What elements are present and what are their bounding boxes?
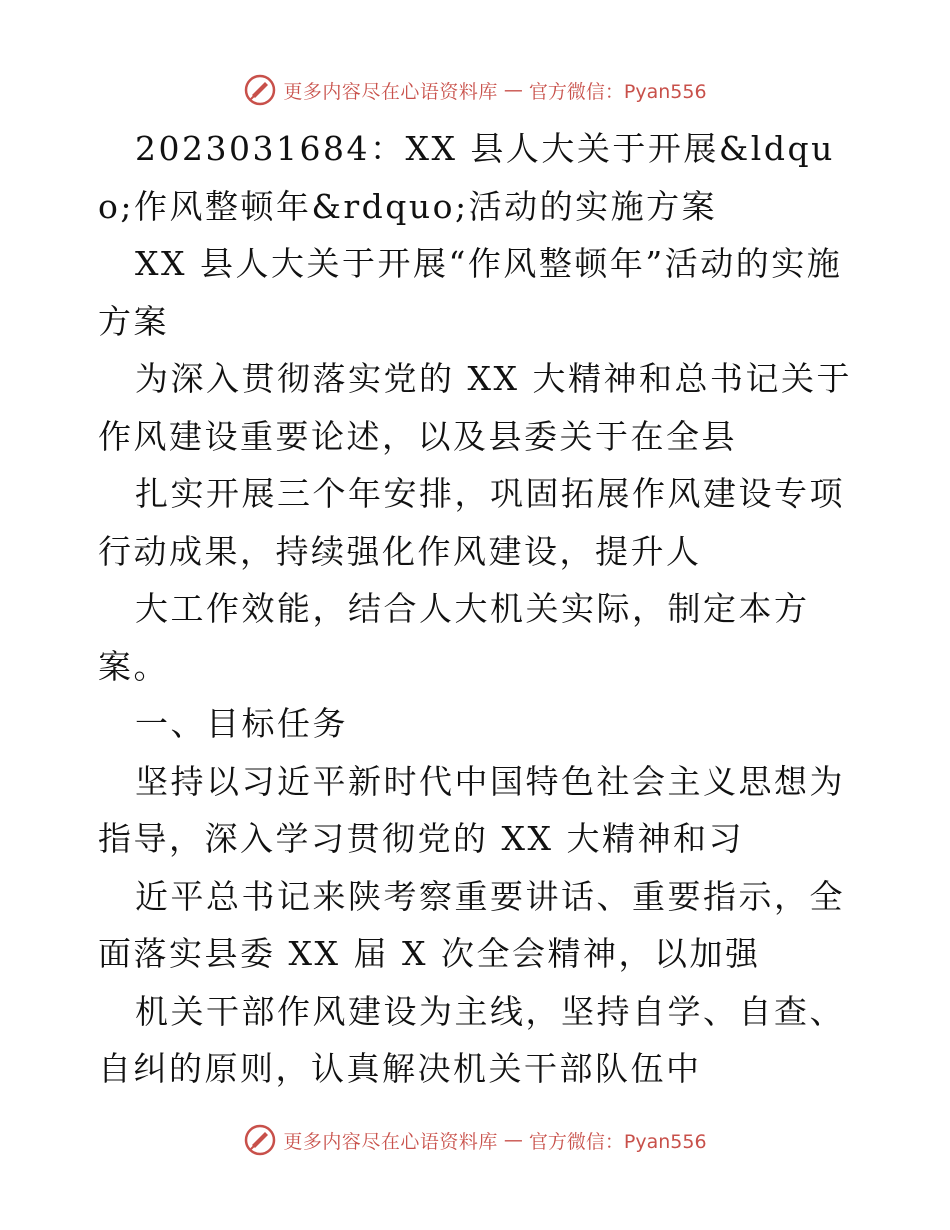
- document-title: 2023031684：XX 县人大关于开展&ldquo;作风整顿年&rdquo;活动的实施方案: [98, 129, 835, 226]
- paragraph: 扎实开展三个年安排，巩固拓展作风建设专项行动成果，持续强化作风建设，提升人: [98, 474, 845, 571]
- watermark-separator: —: [503, 79, 523, 101]
- watermark-header: [0, 70, 950, 110]
- paragraph: 近平总书记来陕考察重要讲话、重要指示，全面落实县委 XX 届 X 次全会精神，以加强: [98, 876, 845, 973]
- watermark-logo-icon: [243, 73, 277, 107]
- watermark-contact: 官方微信：Pyan556: [528, 1130, 707, 1153]
- document-body: [98, 120, 858, 1098]
- watermark-footer: [0, 1120, 950, 1160]
- watermark-logo-icon: [243, 1123, 277, 1157]
- watermark-brand: 更多内容尽在心语资料库: [283, 1130, 498, 1153]
- section-heading: 一、目标任务: [135, 704, 348, 743]
- paragraph: 大工作效能，结合人大机关实际，制定本方案。: [98, 589, 810, 686]
- document-heading: XX 县人大关于开展“作风整顿年”活动的实施方案: [98, 244, 843, 341]
- watermark-contact: 官方微信：Pyan556: [528, 80, 707, 103]
- watermark-separator: —: [503, 1129, 523, 1151]
- watermark-brand: 更多内容尽在心语资料库: [283, 80, 498, 103]
- paragraph: 坚持以习近平新时代中国特色社会主义思想为指导，深入学习贯彻党的 XX 大精神和习: [98, 761, 845, 858]
- paragraph: 机关干部作风建设为主线，坚持自学、自查、自纠的原则，认真解决机关干部队伍中: [98, 991, 845, 1088]
- paragraph: 为深入贯彻落实党的 XX 大精神和总书记关于作风建设重要论述，以及县委关于在全县: [98, 359, 852, 456]
